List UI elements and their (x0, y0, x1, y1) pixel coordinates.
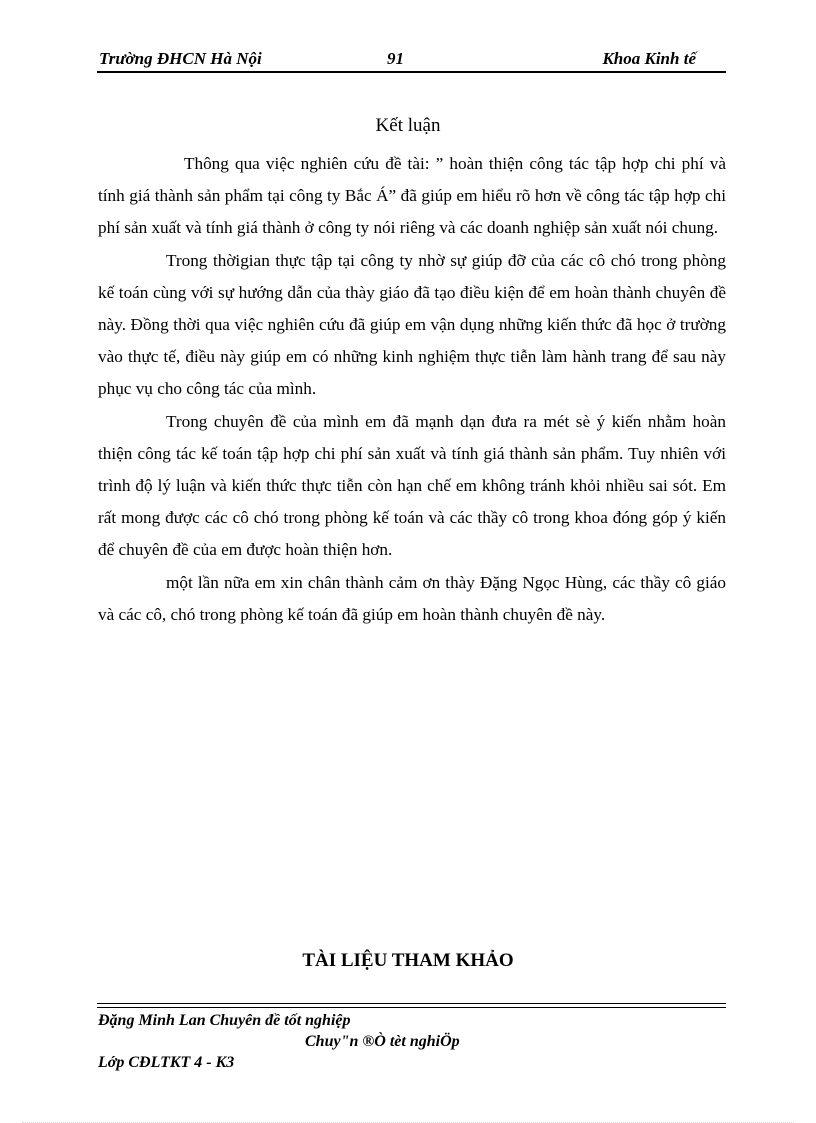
page-number: 91 (387, 49, 404, 68)
section-title: Kết luận (375, 115, 441, 136)
footer-class: Lớp CĐLTKT 4 - K3 (98, 1054, 235, 1071)
paragraph: một lần nữa em xin chân thành cảm ơn thày Đặng Ngọc Hùng, các thầy cô giáo và các cô, chó trong phòng kế toán đã giúp em hoàn thành chuyên đề này. (98, 572, 726, 624)
paragraph: Trong thờigian thực tập tại công ty nhờ sự giúp đỡ của các cô chó trong phòng kế toán cùng với sự hướng dẫn của thày giáo đã tạo điều kiện để em hoàn thành chuyên đề này. Đồng thời qua việc nghiên cứu đã giúp em vận dụng những kiến thức đã học ở trường vào thực tế, điều này giúp em có những kinh nghiệm thực tiễn làm hành trang để sau này phục vụ cho công tác của mình. (98, 250, 726, 399)
body-text (98, 148, 726, 631)
header-faculty: Khoa Kinh tế (602, 49, 696, 68)
paragraph: Thông qua việc nghiên cứu đề tài: ” hoàn thiện công tác tập hợp chi phí và tính giá thành sản phẩm tại công ty Bắc Á” đã giúp em hiểu rõ hơn về công tác tập hợp chi phí sản xuất và tính giá thành ở công ty nói riêng và các doanh nghiệp sản xuất nói chung. (98, 154, 726, 238)
footer-author: Đặng Minh Lan Chuyên đề tốt nghiệp (98, 1012, 351, 1029)
footer-garbled-title: Chuy"n ®Ò tèt nghiÖp (305, 1033, 460, 1050)
references-heading: TÀI LIỆU THAM KHẢO (302, 950, 514, 971)
footer-divider (97, 1003, 726, 1008)
paragraph: Trong chuyên đề của mình em đã mạnh dạn đưa ra mét sè ý kiến nhằm hoàn thiện công tác kế toán tập hợp chi phí sản xuất và tính giá thành sản phẩm. Tuy nhiên với trình độ lý luận và kiến thức thực tiễn còn hạn chế em không tránh khỏi nhiều sai sót. Em rất mong được các cô chó trong phòng kế toán và các thầy cô trong khoa đóng góp ý kiến để chuyên đề của em được hoàn thiện hơn. (98, 411, 726, 560)
header-school: Trường ĐHCN Hà Nội (99, 49, 262, 68)
page-header (97, 49, 726, 73)
